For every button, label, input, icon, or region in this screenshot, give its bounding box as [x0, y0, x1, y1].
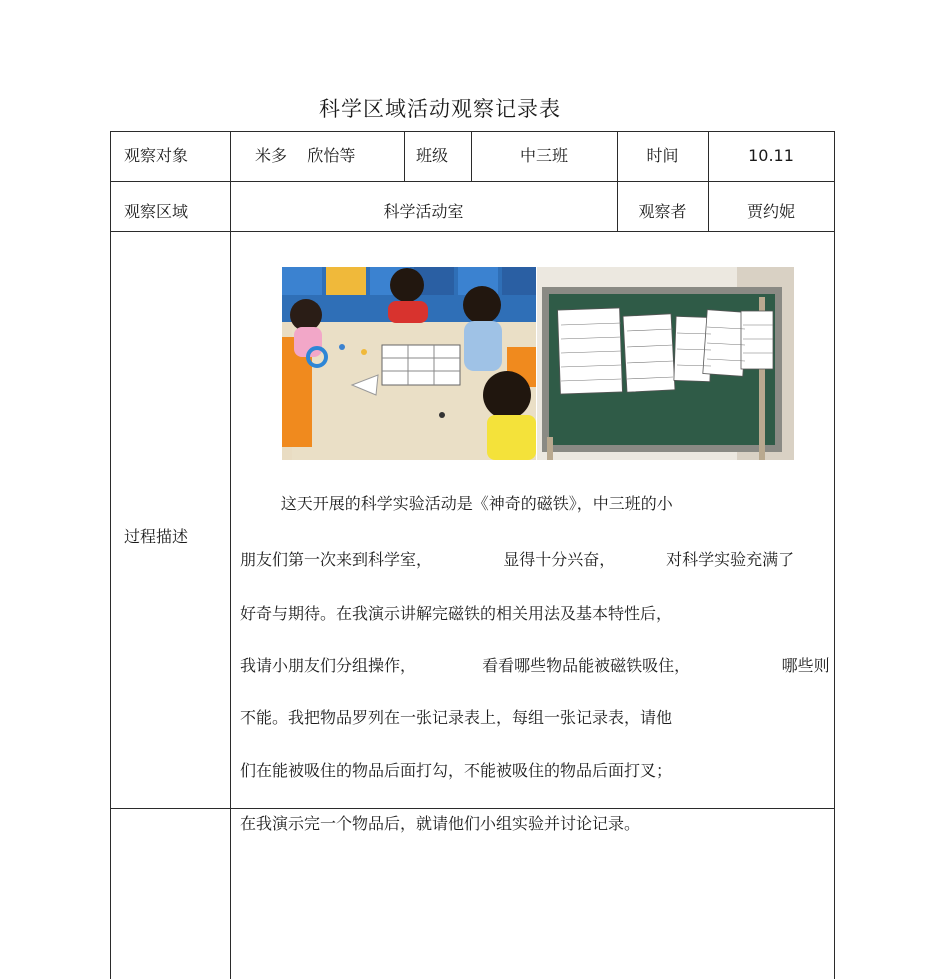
- label-time: 时间: [646, 146, 679, 165]
- label-class: 班级: [416, 146, 449, 165]
- col-divider-2: [404, 131, 405, 181]
- label-observe-object: 观察对象: [124, 146, 189, 165]
- process-line-3: 好奇与期待。在我演示讲解完磁铁的相关用法及基本特性后，: [240, 604, 673, 623]
- record-board-illustration: [537, 267, 794, 460]
- value-observer: 贾约妮: [746, 202, 795, 221]
- label-process-description: 过程描述: [124, 527, 189, 546]
- table-border-left: [110, 131, 111, 979]
- process-line-6: 们在能被吸住的物品后面打勾，不能被吸住的物品后面打叉；: [240, 761, 673, 780]
- table-border-right: [834, 131, 835, 979]
- process-line-2: 朋友们第一次来到科学室， 显得十分兴奋， 对科学实验充满了: [240, 550, 795, 569]
- photo-children-experiment: [282, 267, 536, 460]
- label-observer: 观察者: [638, 202, 687, 221]
- value-observe-object: 米多 欣怡等: [255, 146, 356, 165]
- page-title: 科学区域活动观察记录表: [319, 97, 561, 121]
- process-line-4: 我请小朋友们分组操作， 看看哪些物品能被磁铁吸住， 哪些则: [240, 656, 830, 675]
- value-class: 中三班: [519, 146, 568, 165]
- process-line-5: 不能。我把物品罗列在一张记录表上，每组一张记录表，请他: [240, 708, 673, 727]
- row-divider-3: [110, 808, 835, 809]
- continuation-line: 在我演示完一个物品后，就请他们小组实验并讨论记录。: [240, 814, 641, 833]
- photo-record-sheets-board: [537, 267, 794, 460]
- process-line-1: 这天开展的科学实验活动是《神奇的磁铁》，中三班的小: [240, 494, 673, 513]
- value-time: 10.11: [748, 146, 794, 165]
- value-observe-area: 科学活动室: [383, 202, 464, 221]
- label-observe-area: 观察区域: [124, 202, 189, 221]
- col-divider-1: [230, 131, 231, 979]
- row-divider-1: [110, 181, 835, 182]
- children-experiment-illustration: [282, 267, 536, 460]
